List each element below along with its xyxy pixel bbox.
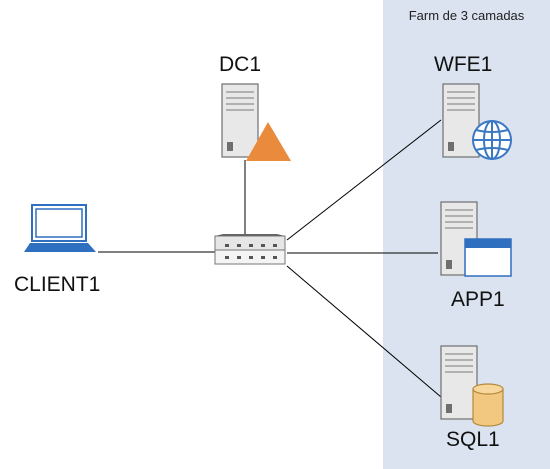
database-icon — [473, 384, 503, 426]
globe-icon — [473, 121, 511, 159]
laptop-icon — [24, 205, 96, 252]
line-switch-wfe1 — [287, 120, 441, 240]
sql1-server-icon — [441, 346, 477, 419]
farm-title: Farm de 3 camadas — [408, 8, 525, 23]
dc1-server-icon — [222, 84, 258, 157]
client1-label: CLIENT1 — [14, 273, 101, 296]
sql1-label: SQL1 — [446, 428, 500, 451]
network-switch-icon — [215, 234, 285, 264]
app-window-icon — [465, 239, 511, 276]
wfe1-label: WFE1 — [434, 53, 493, 76]
line-switch-sql1 — [287, 266, 441, 397]
app1-label: APP1 — [451, 288, 505, 311]
dc1-label: DC1 — [219, 53, 262, 76]
